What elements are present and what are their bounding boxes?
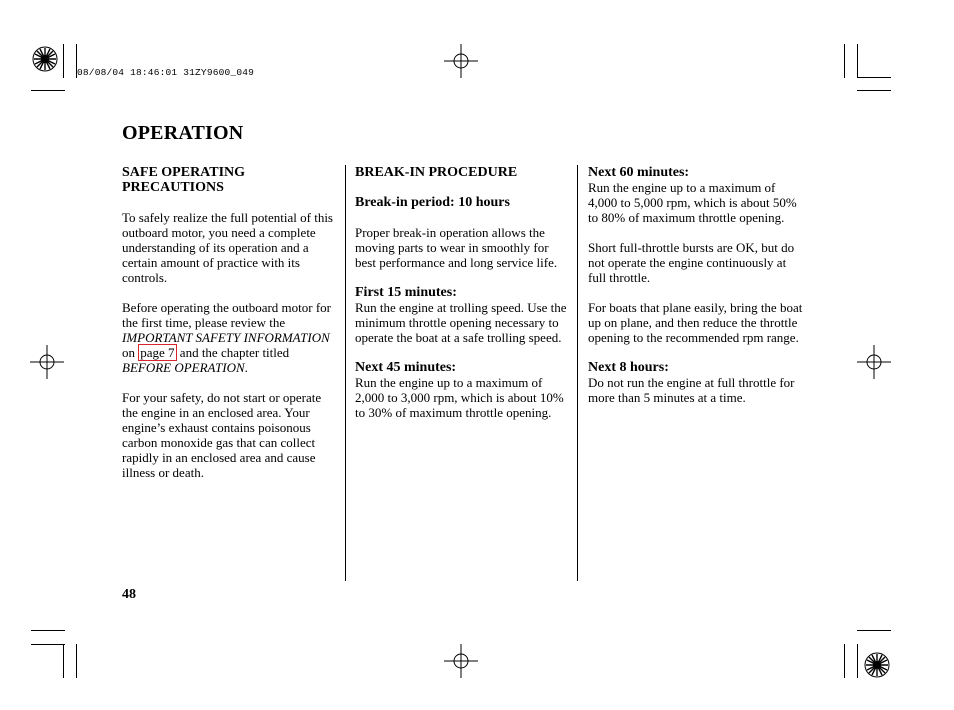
section-title: OPERATION (122, 122, 244, 144)
registration-sunburst-icon (862, 650, 892, 680)
heading-first-15: First 15 minutes: (355, 285, 457, 300)
paragraph: Do not run the engine at full throttle for more than 5 minutes at a time. (588, 375, 795, 405)
subheading-break-in-period: Break-in period: 10 hours (355, 195, 510, 210)
paragraph: Run the engine up to a maximum of 4,000 to 5,000 rpm, which is about 50% to 80% of maximum throttle opening. (588, 180, 797, 225)
column-next-60 (588, 165, 803, 405)
registration-sunburst-icon (30, 44, 60, 74)
column-divider (345, 165, 346, 581)
crosshair-icon (30, 345, 64, 379)
paragraph: Proper break-in operation allows the moving parts to wear in smoothly for best performance and long service life. (355, 225, 558, 270)
print-timestamp: 08/08/04 18:46:01 31ZY9600_049 (77, 67, 255, 78)
italic-ref: IMPORTANT SAFETY INFORMATION (122, 330, 330, 345)
paragraph: Run the engine up to a maximum of 2,000 to 3,000 rpm, which is about 10% to 30% of maximum throttle opening. (355, 375, 564, 420)
paragraph: Run the engine at trolling speed. Use the minimum throttle opening necessary to operate the boat at a safe trolling speed. (355, 300, 567, 345)
column-safe-operating (122, 165, 337, 480)
italic-ref: BEFORE OPERATION (122, 360, 245, 375)
paragraph: For your safety, do not start or operate the engine in an enclosed area. Your engine’s exhaust contains poisonous carbon monoxide gas that can collect rapidly in an enclosed area and cause illness or death. (122, 390, 322, 480)
paragraph: To safely realize the full potential of this outboard motor, you need a complete understanding of its operation and a certain amount of practice with its controls. (122, 210, 333, 285)
text-run: and the chapter titled (176, 345, 290, 360)
column-break-in (355, 165, 570, 420)
crosshair-icon (444, 44, 478, 78)
text-run: on (122, 345, 139, 360)
heading-next-45: Next 45 minutes: (355, 360, 457, 375)
heading-safe-operating: SAFE OPERATING PRECAUTIONS (122, 165, 246, 195)
heading-next-60: Next 60 minutes: (588, 165, 690, 180)
text-run: Before operating the outboard motor for the first time, please review the (122, 300, 332, 330)
paragraph-review (122, 300, 337, 375)
page-7-link[interactable]: page 7 (140, 345, 175, 360)
heading-break-in: BREAK-IN PROCEDURE (355, 165, 518, 180)
paragraph: For boats that plane easily, bring the boat up on plane, and then reduce the throttle opening to the recommended rpm range. (588, 300, 803, 345)
crosshair-icon (857, 345, 891, 379)
column-divider (577, 165, 578, 581)
heading-next-8: Next 8 hours: (588, 360, 669, 375)
paragraph: Short full-throttle bursts are OK, but do not operate the engine continuously at full throttle. (588, 240, 795, 285)
page-number: 48 (122, 587, 136, 602)
crosshair-icon (444, 644, 478, 678)
text-run: . (244, 360, 248, 375)
